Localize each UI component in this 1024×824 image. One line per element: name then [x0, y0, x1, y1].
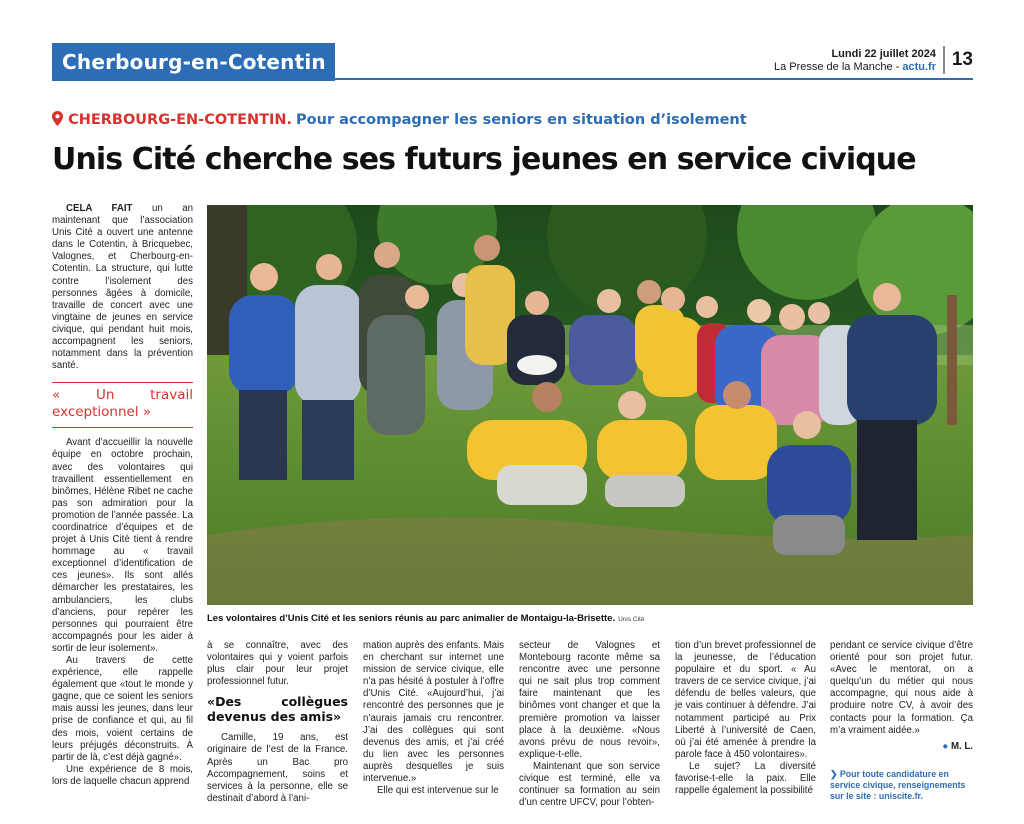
section-banner: Cherbourg-en-Cotentin: [52, 43, 335, 81]
column-6: [830, 640, 973, 802]
group-photo-illustration: [207, 205, 973, 605]
column-1: [52, 203, 193, 788]
paragraph-1: Avant d’accueillir la nouvelle équipe en octobre prochain, avec des volontaires qui travaillent essentiellement en binômes, Hélène Ribet ne cache pas son admiration pour la promotion de l’année passée. La coordinatrice d’équipes et de projet à Unis Cité tient à rendre hommage au « travail exceptionnel d’identification de ces jeunes». Ils sont allés démarcher les prestataires, les ambulanciers, les clubs d’anciens, pour repérer les personnes qui pourraient être accompagnés pour les aider à sortir de leur isolement».: [52, 437, 193, 654]
location-pin-icon: [52, 111, 63, 126]
photo-credit: Unis Cité: [618, 616, 645, 623]
c3-paragraph-2: Elle qui est intervenue sur le: [377, 785, 499, 797]
c5-paragraph-2: Le sujet? La diversité favorise-t-elle la paix. Elle rappelle également la possibilité: [675, 760, 816, 797]
intertitle-rule-top: [52, 382, 193, 383]
page-number: 13: [943, 46, 977, 74]
dot-icon: ●: [942, 740, 949, 752]
signature-text: M. L.: [950, 740, 973, 752]
photo-caption: [207, 613, 644, 624]
caption-text: Les volontaires d’Unis Cité et les seniors réunis au parc animalier de Montaigu-la-Brisette.: [207, 613, 616, 624]
publication-name: La Presse de la Manche -: [773, 61, 903, 73]
c4-paragraph-1: secteur de Valognes et Montebourg raconte même sa rencontre avec une personne qui ne sait plus trop comment faire maintenant que les binômes vont changer et que la première promotion va laisser place à la deuxième. «Nous avons prévu de nous revoir», explique-t-elle.: [519, 640, 660, 760]
c2-paragraph-2: Camille, 19 ans, est originaire de l’est de la France. Après un Bac pro Accompagnement, soins et services à la personne, elle se destinait d’abord à l’ani-: [207, 732, 348, 804]
candidature-note: [830, 769, 973, 802]
column-3: [363, 640, 504, 797]
note-text: Pour toute candidature en service civique, renseignements sur le site : uniscite.fr.: [830, 768, 966, 801]
column-2: [207, 640, 348, 805]
date-block: [774, 48, 936, 74]
c4-paragraph-2: Maintenant que son service civique est terminé, elle va continuer sa formation au sein d’un centre UFCV, pour l’obten-: [519, 760, 660, 809]
c2-paragraph-1: à se connaître, avec des volontaires qui y voient parfois plus clair pour leur projet professionnel futur.: [207, 640, 348, 688]
signature: [830, 741, 973, 753]
paragraph-3: Une expérience de 8 mois, lors de laquelle chacun apprend: [52, 763, 193, 787]
publication-site: actu.fr: [902, 61, 936, 73]
group-photo: [207, 205, 973, 605]
column-5: [675, 640, 816, 797]
column-4: [519, 640, 660, 809]
headline: Unis Cité cherche ses futurs jeunes en service civique: [52, 142, 916, 177]
intertitle-rule-bottom: [52, 427, 193, 428]
kicker-location: CHERBOURG-EN-COTENTIN.: [68, 112, 293, 128]
c6-paragraph-1: pendant ce service civique d’être orienté pour son projet futur. «Avec le mentorat, on a quelqu’un du métier qui nous accompagne, qui nous aide à produire notre CV, à avoir des contacts pour la formation. Ça m’a vraiment aidée.»: [830, 640, 973, 736]
lead-text: un an maintenant que l’association Unis Cité a ouvert une antenne dans le Cotentin, à Bricquebec, Valognes, et Cherbourg-en-Cotentin. La structure, qui lutte contre l’isolement des personnes âgées à domicile, travaille de concert avec une vingtaine de jeunes en service civique, qui pendant huit mois, accompagnent les seniors, notamment dans la prévention santé.: [52, 203, 193, 372]
issue-date: Lundi 22 juillet 2024: [831, 48, 936, 60]
intertitle-1: « Un travail exceptionnel »: [52, 387, 193, 421]
kicker: [52, 111, 747, 128]
intertitle-2: «Des collègues devenus des amis»: [207, 694, 348, 725]
chevron-right-icon: ❯: [830, 768, 838, 779]
c5-paragraph-1: tion d’un brevet professionnel de la jeunesse, de l’éducation populaire et du sport. « Au travers de ce service civique, j’ai défendu de belles valeurs, que je vais continuer à défendre. J’ai notamment participé au Prix Liberté à l’université de Caen, où j’ai été amenée à prendre la parole face à 450 volontaires».: [675, 640, 816, 760]
lead-paragraph: [52, 203, 193, 372]
c3-paragraph-1: mation auprès des enfants. Mais en cherchant sur internet une mission de service civique, elle n’a pas hésité à postuler à l’offre d’Unis Cité. «Aujourd’hui, j’ai rencontré des personnes que je n’aurais jamais cru rencontrer. J’ai des collègues qui sont devenus des amis, et j’ai créé du lien avec les personnes auprès desquelles je suis intervenue.»: [363, 640, 504, 785]
kicker-subject: Pour accompagner les seniors en situation d’isolement: [296, 112, 747, 128]
publication-line: [774, 61, 936, 74]
lead-word: CELA FAIT: [66, 203, 133, 214]
paragraph-2: Au travers de cette expérience, elle rappelle également que «tout le monde y gagne, que ce soient les seniors mais aussi les jeunes, dans leur prise de confiance et qui, au fil des mois, voient certains de leurs préjugés déconstruits. À partir de là, c’est déjà gagné».: [52, 655, 193, 763]
header-rule: [335, 78, 973, 80]
